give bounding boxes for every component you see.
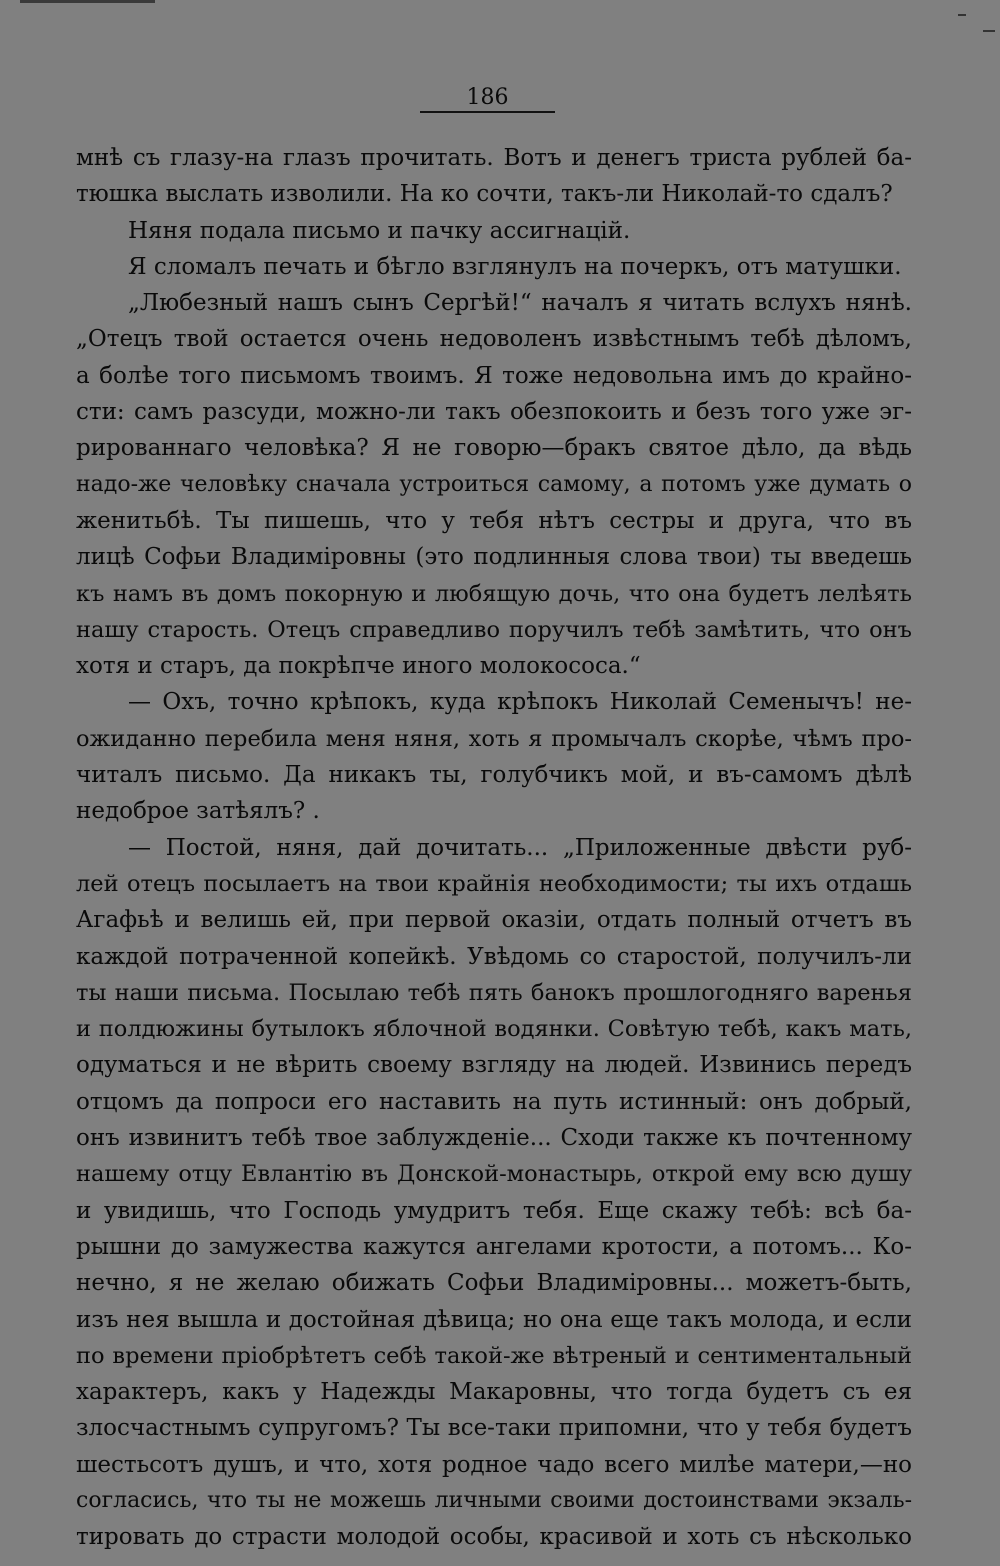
- text-line: рышни до замужества кажутся ангелами кротости, а потомъ... Ко-: [76, 1233, 912, 1260]
- text-line: Няня подала письмо и пачку ассигнацій.: [128, 217, 631, 244]
- text-line: одуматься и не вѣрить своему взгляду на людей. Извинись передъ: [76, 1052, 912, 1079]
- scan-edge-mark: [20, 0, 155, 3]
- text-line: а болѣе того письмомъ твоимъ. Я тоже недовольна имъ до крайно-: [76, 362, 912, 389]
- text-line: онъ извинитъ тебѣ твое заблужденіе... Сходи также къ почтенному: [76, 1125, 912, 1152]
- text-line: нашему отцу Евлантію въ Донской-монастырь, открой ему всю душу: [76, 1161, 912, 1188]
- text-line: шестьсотъ душъ, и что, хотя родное чадо всего милѣе матери,—но: [76, 1451, 912, 1478]
- text-line: изъ нея вышла и достойная дѣвица; но она еще такъ молода, и если: [76, 1306, 912, 1333]
- text-line: „Любезный нашъ сынъ Сергѣй!“ началъ я читать вслухъ нянѣ.: [128, 290, 912, 317]
- text-line: сти: самъ разсуди, можно-ли такъ обезпокоить и безъ того уже эг-: [76, 399, 912, 426]
- text-line: — Охъ, точно крѣпокъ, куда крѣпокъ Николай Семенычъ! не-: [128, 689, 912, 716]
- text-line: хотя и старъ, да покрѣпче иного молокососа.“: [76, 653, 641, 680]
- text-line: недоброе затѣялъ? .: [76, 798, 320, 825]
- text-line: Агафьѣ и велишь ей, при первой оказіи, отдать полный отчетъ въ: [76, 907, 912, 934]
- text-line: и увидишь, что Господь умудритъ тебя. Еще скажу тебѣ: всѣ ба-: [76, 1197, 912, 1224]
- page-number: 186: [466, 85, 509, 110]
- text-line: и полдюжины бутылокъ яблочной водянки. Совѣтую тебѣ, какъ мать,: [76, 1016, 912, 1043]
- text-line: ожиданно перебила меня няня, хоть я промычалъ скорѣе, чѣмъ про-: [76, 725, 912, 752]
- text-line: по времени пріобрѣтетъ себѣ такой-же вѣтреный и сентиментальный: [76, 1342, 912, 1369]
- text-line: читалъ письмо. Да никакъ ты, голубчикъ мой, и въ-самомъ дѣлѣ: [76, 762, 912, 789]
- body-text: [76, 140, 912, 1556]
- text-line: мнѣ съ глазу-на глазъ прочитать. Вотъ и денегъ триста рублей ба-: [76, 145, 912, 171]
- text-line: тировать до страсти молодой особы, красивой и хоть съ нѣсколько: [76, 1524, 912, 1551]
- text-line: лицѣ Софьи Владиміровны (это подлинныя слова твои) ты введешь: [76, 544, 912, 571]
- text-line: злосчастнымъ супругомъ? Ты все-таки припомни, что у тебя будетъ: [76, 1415, 912, 1442]
- text-line: отцомъ да попроси его наставить на путь истинный: онъ добрый,: [76, 1088, 912, 1115]
- scan-edge-mark: [958, 14, 966, 16]
- text-line: характеръ, какъ у Надежды Макаровны, что тогда будетъ съ ея: [76, 1379, 912, 1406]
- text-line: ты наши письма. Посылаю тебѣ пять банокъ прошлогодняго варенья: [76, 979, 912, 1006]
- text-line: лей отецъ посылаетъ на твои крайнія необходимости; ты ихъ отдашь: [76, 870, 912, 897]
- text-line: женитьбѣ. Ты пишешь, что у тебя нѣтъ сестры и друга, что въ: [76, 507, 912, 534]
- scan-edge-mark: [983, 30, 995, 32]
- text-line: каждой потраченной копейкѣ. Увѣдомь со старостой, получилъ-ли: [76, 943, 912, 970]
- text-line: „Отецъ твой остается очень недоволенъ извѣстнымъ тебѣ дѣломъ,: [76, 326, 912, 353]
- page-number-rule: [420, 111, 555, 113]
- text-line: — Постой, няня, дай дочитать... „Приложенные двѣсти руб-: [128, 834, 912, 861]
- text-line: тюшка выслать изволили. На ко сочти, такъ-ли Николай-то сдалъ?: [76, 181, 893, 208]
- text-line: Я сломалъ печать и бѣгло взглянулъ на почеркъ, отъ матушки.: [128, 253, 902, 280]
- text-line: согласись, что ты не можешь личными своими достоинствами экзаль-: [76, 1487, 912, 1513]
- text-line: къ намъ въ домъ покорную и любящую дочь, что она будетъ лелѣять: [76, 580, 912, 607]
- text-line: рированнаго человѣка? Я не говорю—бракъ святое дѣло, да вѣдь: [76, 435, 912, 462]
- text-line: надо-же человѣку сначала устроиться самому, а потомъ уже думать о: [76, 471, 912, 497]
- text-line: нечно, я не желаю обижать Софьи Владиміровны... можетъ-быть,: [76, 1270, 912, 1297]
- text-line: нашу старость. Отецъ справедливо поручилъ тебѣ замѣтить, что онъ: [76, 616, 912, 643]
